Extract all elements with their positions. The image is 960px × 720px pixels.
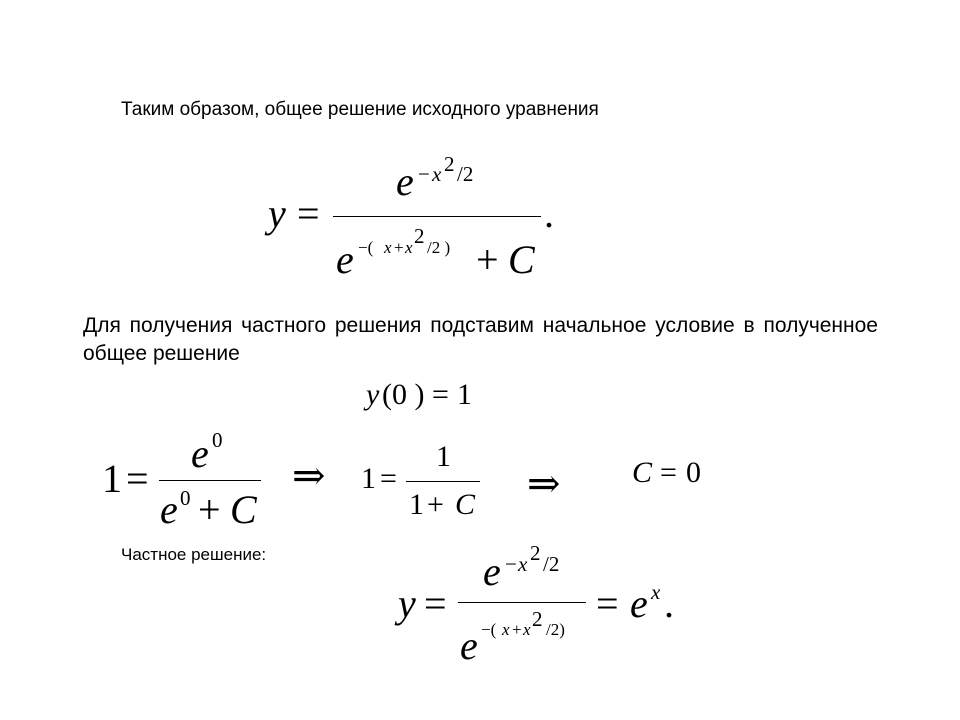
f3-den-base: e (460, 623, 478, 668)
f3-rhs-exp: x (651, 580, 661, 604)
f3-num-exp-pow: 2 (530, 541, 541, 565)
f1-num-base: e (396, 159, 414, 204)
f1-eq: = (297, 191, 320, 236)
f2-a-den-exp: 0 (180, 486, 191, 510)
f1-num-exp-sign: − (418, 162, 430, 186)
f3-den-exp-close: /2) (546, 620, 565, 639)
f2-a-den-plus: + (198, 487, 221, 532)
f2-c-val: 0 (686, 456, 701, 489)
f1-num-exp-pow: 2 (444, 152, 455, 176)
f3-den-exp-pow: 2 (532, 607, 543, 631)
f2-a-eq: = (126, 456, 149, 501)
f3-dot: . (664, 581, 674, 626)
f3-rhs-base: e (630, 581, 648, 626)
text-particular-intro: Для получения частного решения подставим начальное условие в полученное общее решение (83, 314, 878, 365)
f3-fraction-bar (458, 602, 586, 603)
f1-den-exp-plus: + (394, 238, 404, 257)
f2-b-eq: = (380, 462, 397, 495)
f3-num-exp-var: x (518, 552, 528, 576)
f2-b-lhs: 1 (361, 462, 376, 495)
f1-den-exp-x2: x (405, 238, 413, 257)
f2-a-num-exp: 0 (212, 428, 223, 452)
f3-num-base: e (483, 549, 501, 594)
f3-den-exp-x2: x (523, 620, 531, 639)
text-particular-solution: Частное решение: (121, 545, 267, 564)
f2-b-num: 1 (436, 440, 451, 473)
text-general-solution: Таким образом, общее решение исходного уравнения (121, 99, 599, 120)
f3-den-exp-open: −( (481, 620, 497, 639)
f2-arrow1: ⇒ (292, 453, 326, 498)
f2-a-den: e (160, 487, 178, 532)
f2-b-den-plus: + (427, 488, 444, 521)
f3-eq2: = (596, 581, 619, 626)
f1-lhs: y (268, 191, 286, 236)
f3-lhs: y (398, 581, 416, 626)
f1-num-exp-tail: /2 (457, 162, 474, 186)
f1-den-exp-pow: 2 (414, 224, 425, 248)
f1-den-exp-open: −( (358, 238, 374, 257)
f1-dot: . (544, 191, 554, 236)
f1-num-exp-var: x (432, 162, 442, 186)
ic-arg: (0 ) (382, 378, 425, 411)
f1-den-plus: + (476, 237, 499, 282)
f2-a-fraction-bar (159, 480, 261, 481)
f1-den-base: e (336, 237, 354, 282)
f2-b-fraction-bar (406, 481, 480, 482)
f1-den-exp-close: /2 ) (427, 238, 451, 257)
f3-num-exp-sign: − (505, 552, 517, 576)
ic-y: y (366, 378, 380, 411)
f3-den-exp-plus: + (512, 620, 522, 639)
f2-b-den-one: 1 (409, 488, 424, 521)
f3-eq: = (424, 581, 447, 626)
f1-den-exp-x1: x (384, 238, 392, 257)
f1-fraction-bar (333, 216, 541, 217)
f2-b-den-C: C (455, 488, 476, 521)
f2-a-num: e (191, 431, 209, 476)
f2-a-den-C: C (230, 487, 257, 532)
f3-den-exp-x1: x (502, 620, 510, 639)
f2-c-C: C (632, 456, 653, 489)
f3-num-exp-tail: /2 (543, 552, 560, 576)
ic-val: 1 (457, 378, 472, 411)
ic-eq: = (432, 378, 449, 411)
f1-den-C: C (508, 237, 535, 282)
f2-a-lhs: 1 (102, 456, 122, 501)
f2-arrow2: ⇒ (527, 461, 561, 506)
f2-c-eq: = (660, 456, 677, 489)
